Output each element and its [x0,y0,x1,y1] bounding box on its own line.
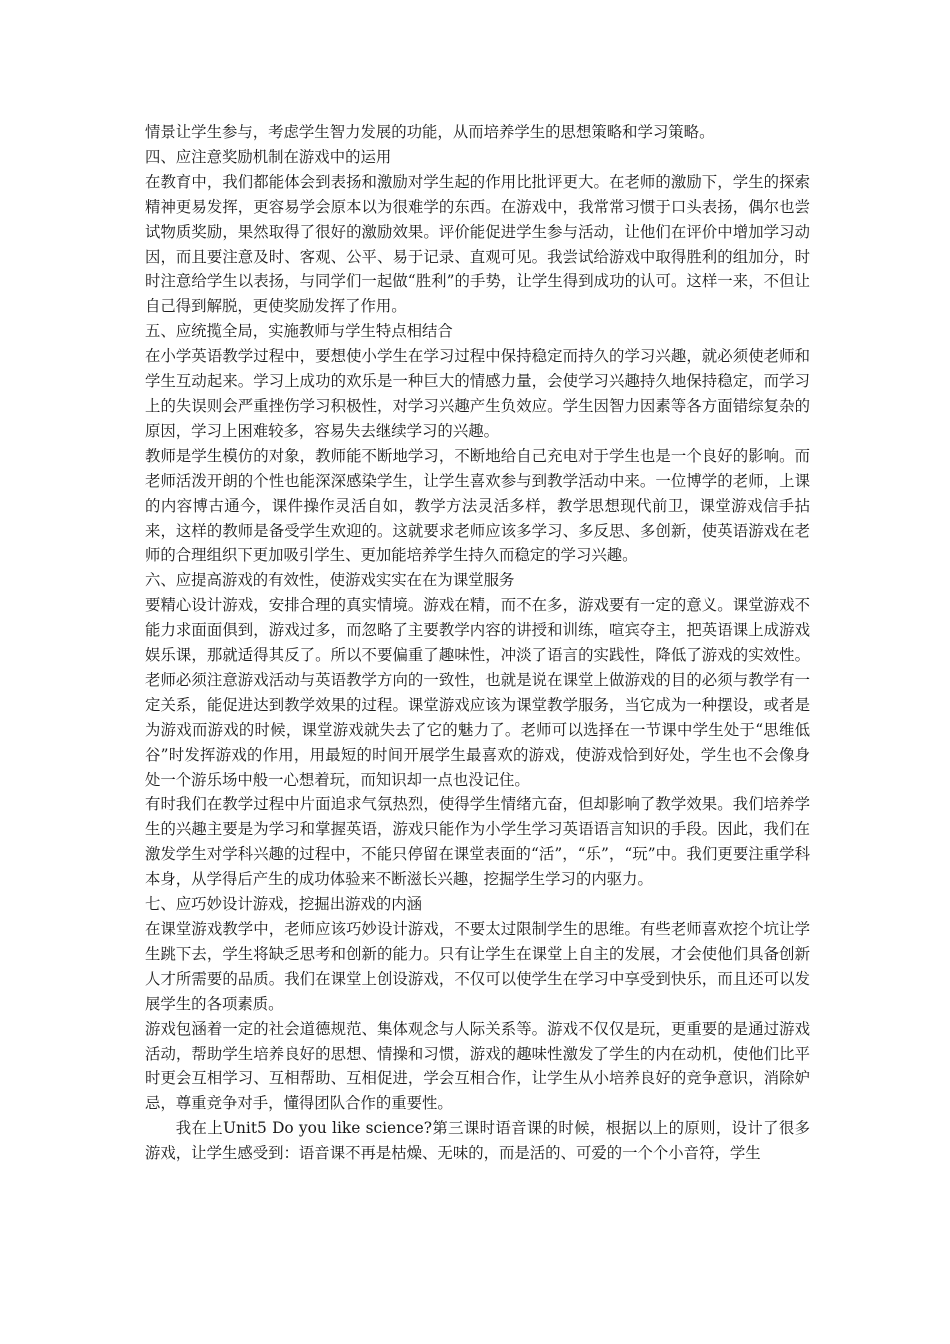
paragraph-section-7-a: 在课堂游戏教学中，老师应该巧妙设计游戏，不要太过限制学生的思维。有些老师喜欢挖个坑让学生跳下去，学生将缺乏思考和创新的能力。只有让学生在课堂上自主的发展，才会使他们具备创新人才所需要的品质。我们在课堂上创设游戏，不仅可以使学生在学习中享受到快乐，而且还可以发展学生的各项素质。 [145,920,810,1013]
document-page [145,120,810,1166]
paragraph-section-6-a: 要精心设计游戏，安排合理的真实情境。游戏在精，而不在多，游戏要有一定的意义。课堂游戏不能力求面面俱到，游戏过多，而忽略了主要教学内容的讲授和训练，喧宾夺主，把英语课上成游戏娱乐课，那就适得其反了。所以不要偏重了趣味性，冲淡了语言的实践性，降低了游戏的实效性。老师必须注意游戏活动与英语教学方向的一致性，也就是说在课堂上做游戏的目的必须与教学有一定关系，能促进达到教学效果的过程。课堂游戏应该为课堂教学服务，当它成为一种摆设，或者是为游戏而游戏的时候，课堂游戏就失去了它的魅力了。老师可以选择在一节课中学生处于“思维低谷”时发挥游戏的作用，用最短的时间开展学生最喜欢的游戏，使游戏恰到好处，学生也不会像身处一个游乐场中般一心想着玩，而知识却一点也没记住。 [145,596,810,789]
paragraph-section-5-b: 教师是学生模仿的对象，教师能不断地学习，不断地给自己充电对于学生也是一个良好的影响。而老师活泼开朗的个性也能深深感染学生，让学生喜欢参与到教学活动中来。一位博学的老师，上课的内容博古通今，课件操作灵活自如，教学方法灵活多样，教学思想现代前卫，课堂游戏信手拈来，这样的教师是备受学生欢迎的。这就要求老师应该多学习、多反思、多创新，使英语游戏在老师的合理组织下更加吸引学生、更加能培养学生持久而稳定的学习兴趣。 [145,446,810,565]
heading-section-6: 六、应提高游戏的有效性，使游戏实实在在为课堂服务 [145,571,515,590]
paragraph-unit5: 我在上Unit5 Do you like science?第三课时语音课的时候，根据以上的原则，设计了很多游戏，让学生感受到：语音课不再是枯燥、无味的，而是活的、可爱的一个个小音符，学生 [145,1119,810,1163]
paragraph-section-5-a: 在小学英语教学过程中，要想使小学生在学习过程中保持稳定而持久的学习兴趣，就必须使老师和学生互动起来。学习上成功的欢乐是一种巨大的情感力量，会使学习兴趣持久地保持稳定，而学习上的失误则会严重挫伤学习积极性，对学习兴趣产生负效应。学生因智力因素等各方面错综复杂的原因，学习上困难较多，容易失去继续学习的兴趣。 [145,347,810,440]
heading-section-5: 五、应统揽全局，实施教师与学生特点相结合 [145,322,453,341]
heading-section-4: 四、应注意奖励机制在游戏中的运用 [145,147,392,166]
paragraph-section-7-b: 游戏包涵着一定的社会道德规范、集体观念与人际关系等。游戏不仅仅是玩，更重要的是通过游戏活动，帮助学生培养良好的思想、情操和习惯，游戏的趣味性激发了学生的内在动机，使他们比平时更会互相学习、互相帮助、互相促进，学会互相合作，让学生从小培养良好的竞争意识，消除妒忌，尊重竞争对手，懂得团队合作的重要性。 [145,1019,810,1113]
paragraph-section-4: 在教育中，我们都能体会到表扬和激励对学生起的作用比批评更大。在老师的激励下，学生的探索精神更易发挥，更容易学会原本以为很难学的东西。在游戏中，我常常习惯于口头表扬，偶尔也尝试物质奖励，果然取得了很好的激励效果。评价能促进学生参与活动，让他们在评价中增加学习动因，而且要注意及时、客观、公平、易于记录、直观可见。我尝试给游戏中取得胜利的组加分，时时注意给学生以表扬，与同学们一起做“胜利”的手势，让学生得到成功的认可。这样一来，不但让自己得到解脱，更使奖励发挥了作用。 [145,172,810,316]
heading-section-7: 七、应巧妙设计游戏，挖掘出游戏的内涵 [145,895,423,914]
paragraph-section-6-b: 有时我们在教学过程中片面追求气氛热烈，使得学生情绪亢奋，但却影响了教学效果。我们培养学生的兴趣主要是为学习和掌握英语，游戏只能作为小学生学习英语语言知识的手段。因此，我们在激发学生对学科兴趣的过程中，不能只停留在课堂表面的“活”，“乐”，“玩”中。我们更要注重学科本身，从学得后产生的成功体验来不断滋长兴趣，挖掘学生学习的内驱力。 [145,795,810,889]
paragraph-intro-continued: 情景让学生参与，考虑学生智力发展的功能，从而培养学生的思想策略和学习策略。 [145,123,715,141]
